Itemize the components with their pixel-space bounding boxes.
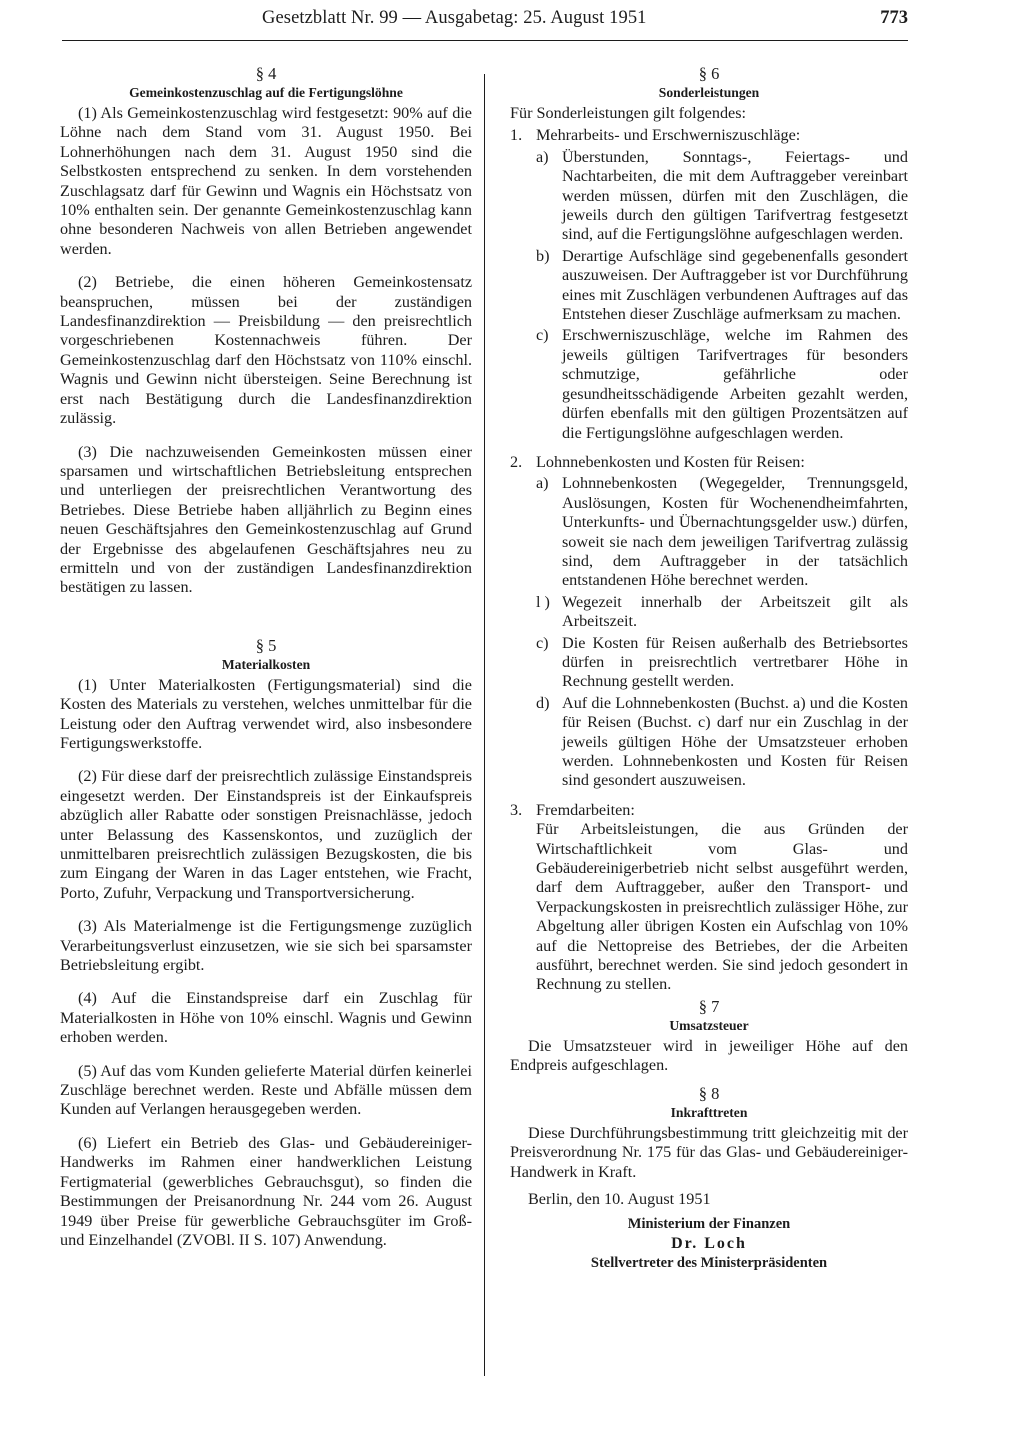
paragraph: (2) Betriebe, die einen höheren Gemeinkostensatz beanspruchen, müssen bei der zuständigen Landesfinanzdirektion — Preisbildung — den preisrechtlich vorgeschriebenen Kostennachweis führen. Der Gemeinkostenzuschlag darf den Höchstsatz von 110% einschl. Wagnis und Gewinn nicht übersteigen. Seine Berechnung ist erst nach Bestätigung durch die Landesfinanzdirektion zulässig.: [60, 273, 472, 428]
paragraph: Die Umsatzsteuer wird in jeweiliger Höhe auf den Endpreis aufgeschlagen.: [510, 1036, 908, 1075]
page-number: 773: [880, 8, 908, 28]
paragraph: (3) Als Materialmenge ist die Fertigungsmenge zuzüglich Verarbeitungsverlust einzusetzen, wie sie sich bei sparsamster Betriebsleitung ergibt.: [60, 917, 472, 975]
section-number: § 5: [255, 635, 277, 655]
section-number: § 7: [698, 996, 720, 1016]
place-date: Berlin, den 10. August 1951: [528, 1189, 711, 1208]
list-number: 2.: [510, 452, 523, 471]
list-text: Mehrarbeits- und Erschwerniszuschläge:: [536, 126, 801, 145]
sub-label: b): [536, 246, 550, 265]
paragraph: (5) Auf das vom Kunden gelieferte Material dürfen keinerlei Zuschläge berechnet werden. Reste und Abfälle müssen dem Kunden auf Verlangen herausgegeben werden.: [60, 1061, 472, 1119]
section-heading: Gemeinkostenzuschlag auf die Fertigungslöhne: [129, 85, 403, 100]
section-6: [510, 64, 908, 995]
sub-text: Wegezeit innerhalb der Arbeitszeit gilt als Arbeitszeit.: [562, 592, 908, 631]
paragraph: (1) Unter Materialkosten (Fertigungsmaterial) sind die Kosten des Materials zu verstehen, welches unmittelbar für die Leistung oder den Auftrag verwendet wird, also insbesondere Fertigungswerkstoffe.: [60, 675, 472, 752]
sub-text: Erschwerniszuschläge, welche im Rahmen des jeweils gültigen Tarifvertrages für besonders schmutzige, gefährliche oder gesundheitsschädigende Arbeiten gezahlt werden, dürfen ebenfalls mit den gültigen Prozentsätzen auf die Fertigungslöhne aufgeschlagen werden.: [562, 326, 908, 442]
sub-item: [536, 694, 908, 791]
paragraph: (1) Als Gemeinkostenzuschlag wird festgesetzt: 90% auf die Löhne nach dem Stand vom 31. August 1950. Bei Lohnerhöhungen nach dem 31. August 1950 sind die Selbstkosten entsprechend zu senken. In dem vorstehenden Zuschlagsatz darf für Gewinn und Wagnis ein Höchstsatz von 10% enthalten sein. Der genannte Gemeinkostenzuschlag kann ohne besonderen Nachweis von allen Betrieben angewendet werden.: [60, 104, 472, 258]
column-divider: [484, 74, 485, 1376]
paragraph: (3) Die nachzuweisenden Gemeinkosten müssen einer sparsamen und wirtschaftlichen Betriebsleitung entsprechen und unterliegen der preisrechtlichen Verantwortung des Betriebes. Diese Betriebe haben alljährlich zu Beginn eines neuen Geschäftsjahres den Gemeinkostenzuschlag auf Grund der Ergebnisse des abgelaufenen Geschäftsjahres neu zu ermitteln und von der zuständigen Landesfinanzdirektion bestätigen zu lassen.: [60, 442, 472, 597]
sub-label: a): [536, 147, 549, 166]
sub-text: Die Kosten für Reisen außerhalb des Betriebsortes dürfen in preisrechtlich vertretbarer Höhe in Rechnung gestellt werden.: [562, 633, 908, 691]
section-4: [60, 64, 472, 598]
list-number: 3.: [510, 800, 523, 819]
list-number: 1.: [510, 126, 523, 145]
section-heading: Sonderleistungen: [658, 85, 760, 100]
list-text: Fremdarbeiten:: [536, 800, 635, 819]
left-column: [60, 64, 472, 1250]
paragraph: (2) Für diese darf der preisrechtlich zulässige Einstandspreis eingesetzt werden. Der Einstandspreis ist der Einkaufspreis abzüglich aller Rabatte oder sonstigen Preisnachlässe, jedoch unter Belassung des Kassenskontos, und zuzüglich der unmittelbaren preisrechtlich zulässigen Bezugskosten, die bis zum Eingang der Waren in das Lager entstehen, wie Fracht, Porto, Zufuhr, Verpackung und Transportversicherung.: [60, 767, 472, 902]
sub-item: [536, 474, 908, 590]
page-header: [62, 0, 908, 41]
paragraph: (4) Auf die Einstandspreise darf ein Zuschlag für Materialkosten in Höhe von 10% einschl. Wagnis und Gewinn erhoben werden.: [60, 989, 472, 1047]
sub-text: Überstunden, Sonntags-, Feiertags- und Nachtarbeiten, die mit dem Auftraggeber vereinbart werden müssen, dürfen mit den Zuschlägen, die jeweils durch den gültigen Tarifvertrag festgesetzt sind, auf die Fertigungslöhne aufgeschlagen werden.: [562, 147, 908, 244]
sub-label: d): [536, 693, 550, 712]
sub-item: [536, 326, 908, 442]
sub-text: Lohnnebenkosten (Wegegelder, Trennungsgeld, Auslösungen, Kosten für Wochenendheimfahrten, Unterkunfts- und Übernachtungsgelder usw.) dürfen, soweit sie nach dem jeweiligen Tarifvertrag zulässig sind, dem Auftraggeber in der tatsächlich entstandenen Höhe berechnet werden.: [562, 474, 908, 590]
section-5: [60, 636, 472, 1251]
paragraph: Diese Durchführungsbestimmung tritt gleichzeitig mit der Preisverordnung Nr. 175 für das Glas- und Gebäudereiniger-Handwerk in Kraft.: [510, 1123, 908, 1181]
section-heading: Materialkosten: [221, 656, 311, 672]
list-item: [510, 453, 908, 472]
ministry-name: Ministerium der Finanzen: [627, 1216, 791, 1233]
gazette-title: Gesetzblatt Nr. 99 — Ausgabetag: 25. August 1951: [262, 8, 647, 28]
sub-text: Auf die Lohnnebenkosten (Buchst. a) und die Kosten für Reisen (Buchst. c) darf nur ein Zuschlag in der jeweils gültigen Höhe der Umsatzsteuer erhoben werden. Lohnnebenkosten und Kosten für Reisen sind gesondert auszuweisen.: [562, 693, 908, 790]
sub-label: c): [536, 633, 549, 652]
signatory-title: Stellvertreter des Ministerpräsidenten: [590, 1254, 828, 1271]
sub-item: [536, 247, 908, 325]
paragraph: (6) Liefert ein Betrieb des Glas- und Gebäudereiniger-Handwerks im Rahmen einer handwerklichen Leistung Fertigmaterial (gewerbliches Gebrauchsgut), so finden die Bestimmungen der Preisanordnung Nr. 244 vom 26. August 1949 über Preise für gewerbliche Gebrauchsgüter im Groß- und Einzelhandel (ZVOBl. II S. 107) Anwendung.: [60, 1133, 472, 1249]
section-number: § 4: [255, 64, 277, 83]
section-number: § 8: [698, 1083, 720, 1103]
section-number: § 6: [698, 64, 720, 83]
signatory-name: Dr. Loch: [671, 1235, 747, 1253]
sub-text: Derartige Aufschläge sind gegebenenfalls gesondert auszuweisen. Der Auftraggeber ist vor Durchführung eines mit Zuschlägen verbundenen Auftrages auf das Entstehen dieser Zuschläge aufmerksam zu machen.: [562, 246, 908, 324]
list-body: Für Arbeitsleistungen, die aus Gründen der Wirtschaftlichkeit vom Glas- und Gebäudereinigerbetrieb nicht selbst ausgeführt werden, darf dem Auftraggeber, außer den Transport- und Verpackungskosten in preisrechtlich zulässiger Höhe, zur Abgeltung aller übrigen Kosten ein Aufschlag von 10% auf die Nettopreise des Betriebes, der die Arbeiten ausführt, berechnet werden. Sie sind jedoch gesondert in Rechnung zu stellen.: [536, 820, 908, 994]
sub-label: l ): [536, 592, 550, 611]
signature-block: [510, 1215, 908, 1272]
section-8: [510, 1084, 908, 1182]
section-heading: Inkrafttreten: [670, 1104, 748, 1120]
right-column: [510, 64, 908, 1273]
sub-label: a): [536, 474, 549, 493]
sub-item: [536, 634, 908, 692]
list-item: [510, 126, 908, 145]
sub-item: [536, 593, 908, 632]
section-heading: Umsatzsteuer: [669, 1017, 749, 1033]
list-item: [510, 801, 908, 820]
sub-label: c): [536, 326, 549, 345]
list-text: Lohnnebenkosten und Kosten für Reisen:: [536, 452, 805, 471]
sub-item: [536, 148, 908, 245]
section-7: [510, 997, 908, 1076]
section-intro: Für Sonderleistungen gilt folgendes:: [510, 104, 747, 122]
